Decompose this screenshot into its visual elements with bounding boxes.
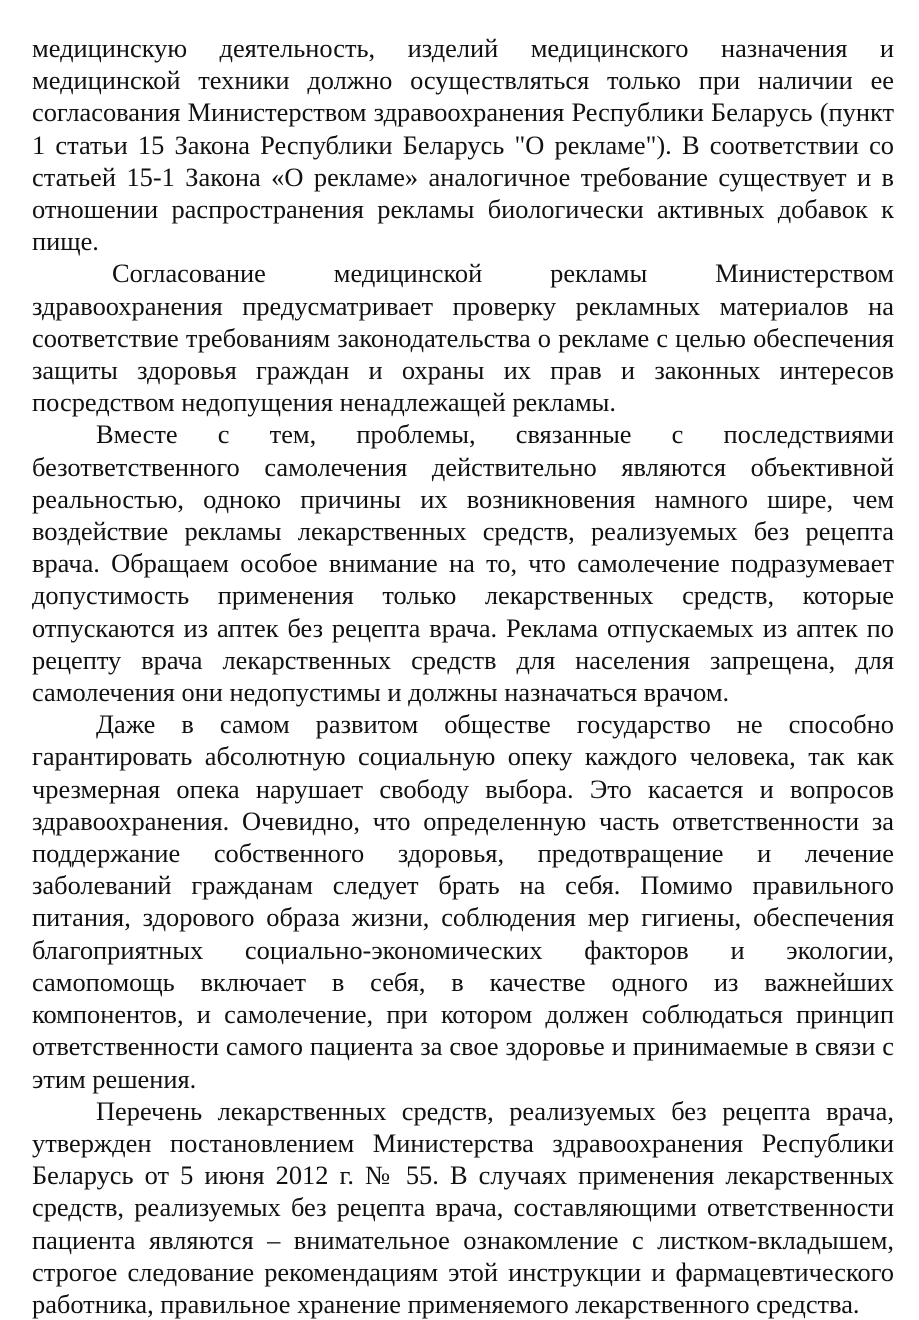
paragraph-advertising-approval-continued: медицинскую деятельность, изделий медицинского назначения и медицинской техники должно осуществляться только при наличии ее согласования Министерством здравоохранения Республики Беларусь (пункт 1 статьи 15 Закона Республики Беларусь "О рекламе"). В соответствии со статьей 15-1 Закона «О рекламе» аналогичное требование существует и в отношении распространения рекламы биологически активных добавок к пище.: [32, 33, 894, 257]
paragraph-approval-of-medical-advertising: Согласование медицинской рекламы Министерством здравоохранения предусматривает проверку рекламных материалов на соответствие требованиям законодательства о рекламе с целью обеспечения защиты здоровья граждан и охраны их прав и законных интересов посредством недопущения ненадлежащей рекламы.: [32, 258, 894, 418]
paragraph-otc-medicines-list: Перечень лекарственных средств, реализуемых без рецепта врача, утвержден постановлением Министерства здравоохранения Республики Беларусь от 5 июня 2012 г. № 55. В случаях применения лекарственных средств, реализуемых без рецепта врача, составляющими ответственности пациента являются – внимательное ознакомление с листком-вкладышем, строгое следование рекомендациям этой инструкции и фармацевтического работника, правильное хранение применяемого лекарственного средства.: [32, 1095, 894, 1319]
document-page: [32, 32, 894, 1320]
paragraph-personal-responsibility: Даже в самом развитом обществе государство не способно гарантировать абсолютную социальную опеку каждого человека, так как чрезмерная опека нарушает свободу выбора. Это касается и вопросов здравоохранения. Очевидно, что определенную часть ответственности за поддержание собственного здоровья, предотвращение и лечение заболеваний гражданам следует брать на себя. Помимо правильного питания, здорового образа жизни, соблюдения мер гигиены, обеспечения благоприятных социально-экономических факторов и экологии, самопомощь включает в себя, в качестве одного из важнейших компонентов, и самолечение, при котором должен соблюдаться принцип ответственности самого пациента за свое здоровье и принимаемые в связи с этим решения.: [32, 709, 894, 1094]
paragraph-self-medication-problems: Вместе с тем, проблемы, связанные с последствиями безответственного самолечения действительно являются объективной реальностью, одноко причины их возникновения намного шире, чем воздействие рекламы лекарственных средств, реализуемых без рецепта врача. Обращаем особое внимание на то, что самолечение подразумевает допустимость применения только лекарственных средств, которые отпускаются из аптек без рецепта врача. Реклама отпускаемых из аптек по рецепту врача лекарственных средств для населения запрещена, для самолечения они недопустимы и должны назначаться врачом.: [32, 419, 894, 708]
